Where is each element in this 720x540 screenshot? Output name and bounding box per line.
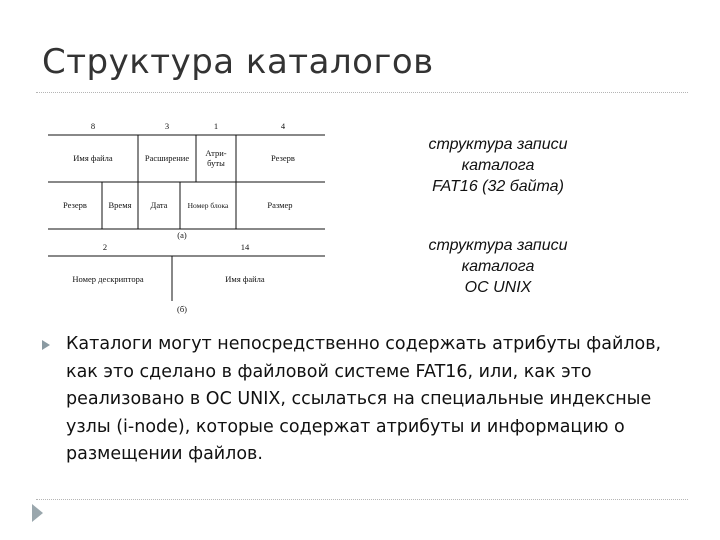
title-divider [36, 92, 688, 93]
fat16-field-date: Дата [150, 200, 168, 210]
fat16-field-attributes: Атри- [205, 148, 227, 158]
fat16-field-time: Время [108, 200, 132, 210]
unix-diagram-label: (б) [177, 304, 187, 314]
bullet-paragraph: Каталоги могут непосредственно содержать атрибуты файлов, как это сделано в файловой системе FAT16, или, как это реализовано в ОС UNIX, ссылаться на специальные индексные узлы (i-node), которые содержат атрибуты и информацию о размещении файлов. [66, 334, 662, 464]
caption-line: каталога [461, 157, 535, 174]
fat16-size-label: 4 [280, 121, 286, 131]
unix-caption [388, 235, 608, 298]
fat16-field-size: Размер [267, 200, 293, 210]
triangle-right-icon [32, 504, 43, 522]
caption-line: ОС UNIX [464, 279, 532, 296]
unix-size-label: 2 [102, 242, 108, 252]
unix-field-descriptor: Номер дескриптора [72, 274, 144, 284]
fat16-entry-diagram [48, 135, 325, 229]
fat16-size-label: 3 [164, 121, 170, 131]
slide-title: Структура каталогов [42, 42, 434, 82]
caption-line: FAT16 (32 байта) [432, 178, 564, 195]
fat16-size-label: 8 [90, 121, 96, 131]
fat16-field-attributes: буты [207, 158, 225, 168]
fat16-field-reserved: Резерв [271, 153, 295, 163]
unix-size-label: 14 [240, 242, 250, 252]
directory-entry-diagram [40, 116, 340, 326]
caption-line: каталога [461, 258, 535, 275]
fat16-field-extension: Расширение [144, 153, 190, 163]
fat16-diagram-label: (а) [177, 230, 187, 240]
fat16-caption [388, 134, 608, 197]
unix-field-name: Имя файла [225, 274, 265, 284]
fat16-size-label: 1 [213, 121, 219, 131]
triangle-right-icon [42, 340, 50, 350]
fat16-field-name: Имя файла [73, 153, 113, 163]
fat16-field-reserved: Резерв [63, 200, 87, 210]
caption-line: структура записи [428, 136, 568, 153]
caption-line: структура записи [428, 237, 568, 254]
fat16-field-block: Номер блока [187, 201, 229, 210]
footer-divider [36, 499, 688, 500]
